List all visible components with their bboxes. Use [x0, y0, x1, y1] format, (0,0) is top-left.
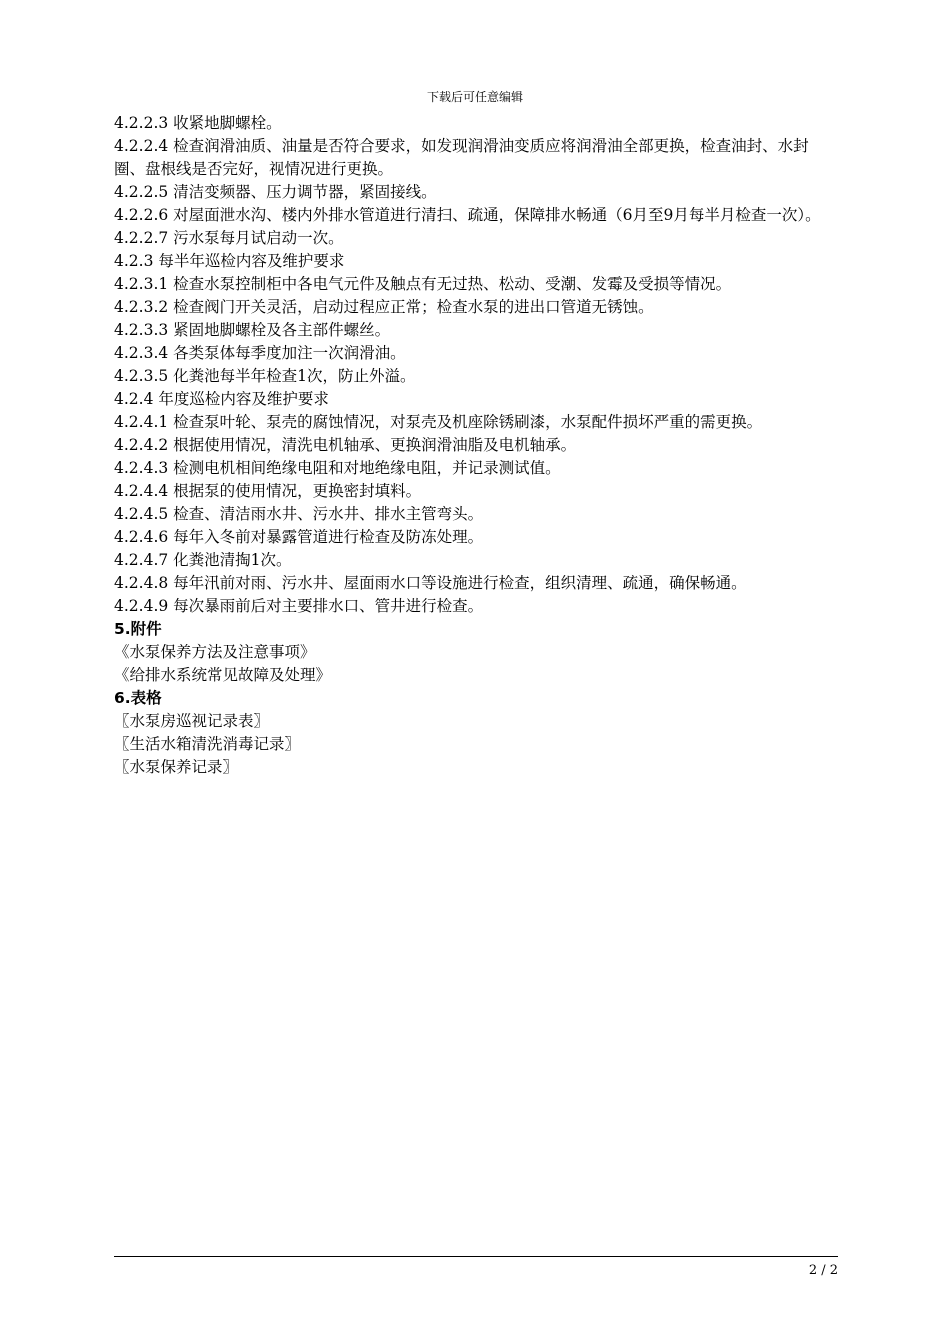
- item-4-2-4-4: 4.2.4.4 根据泵的使用情况，更换密封填料。: [114, 482, 422, 500]
- item-4-2-2-3: 4.2.2.3 收紧地脚螺栓。: [114, 114, 282, 132]
- item-4-2-4-2: 4.2.4.2 根据使用情况，清洗电机轴承、更换润滑油脂及电机轴承。: [114, 436, 577, 454]
- item-4-2-2-5: 4.2.2.5 清洁变频器、压力调节器，紧固接线。: [114, 183, 437, 201]
- download-note: 下载后可任意编辑: [426, 90, 523, 104]
- item-4-2-4-8: 4.2.4.8 每年汛前对雨、污水井、屋面雨水口等设施进行检查，组织清理、疏通，确保畅通。: [114, 574, 747, 592]
- item-4-2-2-7: 4.2.2.7 污水泵每月试启动一次。: [114, 229, 344, 247]
- item-4-2-3-1: 4.2.3.1 检查水泵控制柜中各电气元件及触点有无过热、松动、受潮、发霉及受损等情况。: [114, 275, 732, 293]
- item-4-2-4-6: 4.2.4.6 每年入冬前对暴露管道进行检查及防冻处理。: [114, 528, 484, 546]
- item-4-2-2-4: 4.2.2.4 检查润滑油质、油量是否符合要求，如发现润滑油变质应将润滑油全部更换，检查油封、水封圈、盘根线是否完好，视情况进行更换。: [114, 137, 809, 178]
- item-4-2-4-5: 4.2.4.5 检查、清洁雨水井、污水井、排水主管弯头。: [114, 505, 484, 523]
- item-4-2-3-4: 4.2.3.4 各类泵体每季度加注一次润滑油。: [114, 344, 406, 362]
- heading-4-2-3: 4.2.3 每半年巡检内容及维护要求: [114, 252, 345, 270]
- item-4-2-4-9: 4.2.4.9 每次暴雨前后对主要排水口、管井进行检查。: [114, 597, 484, 615]
- form-item: 〖生活水箱清洗消毒记录〗: [114, 735, 301, 753]
- item-4-2-4-3: 4.2.4.3 检测电机相间绝缘电阻和对地绝缘电阻，并记录测试值。: [114, 459, 561, 477]
- item-4-2-3-3: 4.2.3.3 紧固地脚螺栓及各主部件螺丝。: [114, 321, 391, 339]
- footer-divider: [114, 1256, 838, 1257]
- item-4-2-4-7: 4.2.4.7 化粪池清掏1次。: [114, 551, 292, 569]
- document-body: [114, 112, 838, 779]
- attachment-item: 《给排水系统常见故障及处理》: [114, 666, 332, 684]
- form-item: 〖水泵保养记录〗: [114, 758, 239, 776]
- page-number: 2 / 2: [808, 1263, 838, 1278]
- item-4-2-3-2: 4.2.3.2 检查阀门开关灵活，启动过程应正常；检查水泵的进出口管道无锈蚀。: [114, 298, 654, 316]
- item-4-2-4-1: 4.2.4.1 检查泵叶轮、泵壳的腐蚀情况，对泵壳及机座除锈刷漆，水泵配件损坏严重的需更换。: [114, 413, 763, 431]
- section-6-heading: 6.表格: [114, 689, 162, 707]
- section-5-heading: 5.附件: [114, 620, 162, 638]
- item-4-2-2-6: 4.2.2.6 对屋面泄水沟、楼内外排水管道进行清扫、疏通，保障排水畅通（6月至9月每半月检查一次）。: [114, 206, 821, 224]
- item-4-2-3-5: 4.2.3.5 化粪池每半年检查1次，防止外溢。: [114, 367, 416, 385]
- form-item: 〖水泵房巡视记录表〗: [114, 712, 270, 730]
- heading-4-2-4: 4.2.4 年度巡检内容及维护要求: [114, 390, 329, 408]
- attachment-item: 《水泵保养方法及注意事项》: [114, 643, 316, 661]
